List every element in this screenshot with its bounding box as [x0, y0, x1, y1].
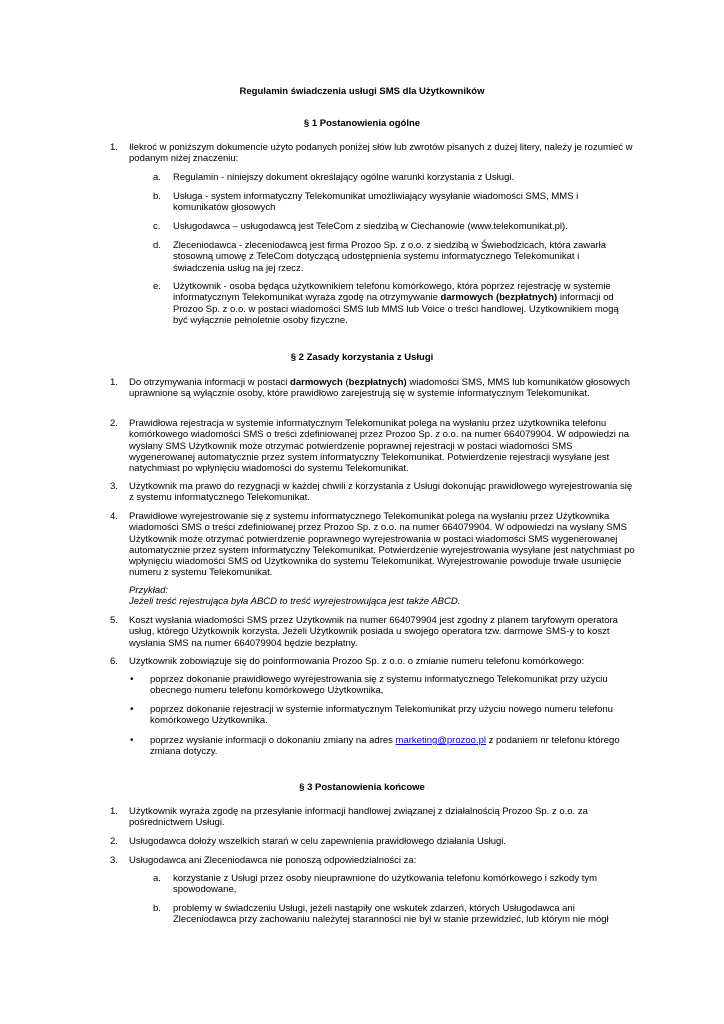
bullet-text: poprzez dokonanie rejestracji w systemie informatycznym Telekomunikat przy użyciu nowego numeru telefonu komórkowego Użytkownika.	[150, 704, 613, 727]
section-3-heading: § 3 Postanowienia końcowe	[299, 782, 425, 793]
document-title: Regulamin świadczenia usługi SMS dla Użytkowników	[239, 86, 485, 97]
list-letter: a.	[153, 873, 161, 884]
email-link[interactable]: marketing@prozoo.pl	[395, 735, 486, 746]
section-2-heading: § 2 Zasady korzystania z Usługi	[290, 352, 434, 363]
s2-p1-text: Do otrzymywania informacji w postaci darmowych (bezpłatnych) wiadomości SMS, MMS lub komunikatów głosowych uprawnione są wyłącznie osoby, które prawidłowo zarejestrują się w systemie informatycznym Telekomunikat.	[129, 377, 631, 400]
section-1-heading: § 1 Postanowienia ogólne	[303, 118, 421, 129]
s2-p4-number: 4.	[110, 511, 118, 522]
s2-p4-text: Prawidłowe wyrejestrowanie się z systemu informatycznego Telekomunikat polega na wysłaniu przez Użytkownika wiadomości SMS o treści zdefiniowanej przez Prozoo Sp. z o.o. na numer 664079904. W odpowiedzi na wysłany SMS Użytkownik może otrzymać potwierdzenie poprawnego wyrejestrowania w postaci wiadomości SMS wygenerowanej automatycznie przez system informatyczny Telekomunikat. Potwierdzenie wyrejestrowania wysyłane jest natychmiast po wpłynięciu wiadomości SMS od Użytkownika do systemu Telekomunikat. Wyrejestrowanie powoduje trwałe usunięcie numeru z systemu Telekomunikat.	[129, 511, 635, 579]
bullet-icon: •	[130, 674, 134, 685]
bold-phrase: bezpłatnych)	[348, 377, 407, 388]
s2-p5-number: 5.	[110, 615, 118, 626]
definition-text: Regulamin - niniejszy dokument określający ogólne warunki korzystania z Usługi.	[173, 172, 515, 183]
s2-p2-number: 2.	[110, 418, 118, 429]
bullet-icon: •	[130, 735, 134, 746]
definition-text: Zleceniodawca - zleceniodawcą jest firma Prozoo Sp. z o.o. z siedzibą w Świebodzicach, która zawarła stosowną umowę z TeleCom dotyczącą udostępnienia systemu informatycznego Telekomunikat i świadczenia usług na jej rzecz.	[173, 240, 606, 274]
definition-text: Użytkownik - osoba będąca użytkownikiem telefonu komórkowego, która poprzez rejestrację w systemie informatycznym Telekomunikat wyraża zgodę na otrzymywanie darmowych (bezpłatnych) informacji od Prozoo Sp. z o.o. w postaci wiadomości SMS lub MMS lub Voice o treści handlowej. Użytkownikiem mogą być wyłącznie pełnoletnie osoby fizyczne.	[173, 281, 619, 326]
s3-p1-number: 1.	[110, 806, 118, 817]
bold-phrase: darmowych	[290, 377, 343, 388]
definition-letter: e.	[153, 281, 161, 292]
s3-p2-number: 2.	[110, 836, 118, 847]
s3-p3-number: 3.	[110, 855, 118, 866]
s2-p1-number: 1.	[110, 377, 118, 388]
bullet-text: poprzez dokonanie prawidłowego wyrejestrowania się z systemu informatycznego Telekomunikat przy użyciu obecnego numeru telefonu komórkowego Użytkownika,	[150, 674, 608, 697]
s2-p2-text: Prawidłowa rejestracja w systemie informatycznym Telekomunikat polega na wysłaniu przez użytkownika telefonu komórkowego wiadomości SMS o treści zdefiniowanej przez Prozoo Sp. z o.o. na numer 664079904. W odpowiedzi na wysłany SMS Użytkownik może otrzymać potwierdzenie poprawnej rejestracji w postaci wiadomości SMS wygenerowanej automatycznie przez system informatyczny Telekomunikat. Potwierdzenie rejestracji wysyłane jest natychmiast po wpłynięciu wiadomości do systemu Telekomunikat.	[129, 418, 630, 475]
definition-letter: c.	[153, 221, 161, 232]
s3-p3-text: Usługodawca ani Zleceniodawca nie ponoszą odpowiedzialności za:	[129, 855, 417, 866]
s2-p6-text: Użytkownik zobowiązuje się do poinformowania Prozoo Sp. z o.o. o zmianie numeru telefonu komórkowego:	[129, 656, 585, 667]
s3-p2-text: Usługodawca dołoży wszelkich starań w celu zapewnienia prawidłowego działania Usługi.	[129, 836, 507, 847]
bullet-icon: •	[130, 704, 134, 715]
definition-text: Usługodawca – usługodawcą jest TeleCom z siedzibą w Ciechanowie (www.telekomunikat.pl).	[173, 221, 568, 232]
definition-text: Usługa - system informatyczny Telekomunikat umożliwiający wysyłanie wiadomości SMS, MMS i komunikatów głosowych	[173, 191, 579, 214]
example-label: Przykład:	[129, 585, 169, 596]
bullet-text: poprzez wysłanie informacji o dokonaniu zmiany na adres marketing@prozoo.pl z podaniem nr telefonu którego zmiana dotyczy.	[150, 735, 620, 758]
definition-letter: d.	[153, 240, 161, 251]
bold-phrase: darmowych (bezpłatnych)	[440, 292, 558, 304]
list-letter: b.	[153, 903, 161, 914]
s1-p1-number: 1.	[110, 142, 118, 153]
list-text: problemy w świadczeniu Usługi, jeżeli nastąpiły one wskutek zdarzeń, których Usługodawca ani Zleceniodawca przy zachowaniu należytej staranności nie był w stanie przewidzieć, lub którym nie mógł	[173, 903, 609, 926]
s2-p6-number: 6.	[110, 656, 118, 667]
s1-p1-text: Ilekroć w poniższym dokumencie użyto podanych poniżej słów lub zwrotów pisanych z dużej litery, należy je rozumieć w podanym niżej znaczeniu:	[129, 142, 633, 165]
s2-p5-text: Koszt wysłania wiadomości SMS przez Użytkownik na numer 664079904 jest zgodny z planem taryfowym operatora usług, którego Użytkownik korzysta. Jeżeli Użytkownik posiada u swojego operatora tzw. darmowe SMS-y to koszt wysłania SMS na numer 664079904 będzie bezpłatny.	[129, 615, 618, 649]
s3-p1-text: Użytkownik wyraża zgodę na przesyłanie informacji handlowej związanej z działalnością Prozoo Sp. z o.o. za pośrednictwem Usługi.	[129, 806, 588, 829]
s2-p3-text: Użytkownik ma prawo do rezygnacji w każdej chwili z korzystania z Usługi dokonując prawidłowego wyrejestrowania się z systemu informatycznego Telekomunikat.	[129, 481, 633, 504]
s2-p3-number: 3.	[110, 481, 118, 492]
list-text: korzystanie z Usługi przez osoby nieuprawnione do użytkowania telefonu komórkowego i szkody tym spowodowane,	[173, 873, 598, 896]
definition-letter: b.	[153, 191, 161, 202]
example-text: Jeżeli treść rejestrująca była ABCD to treść wyrejestrowująca jest także ABCD.	[129, 596, 461, 607]
definition-letter: a.	[153, 172, 161, 183]
